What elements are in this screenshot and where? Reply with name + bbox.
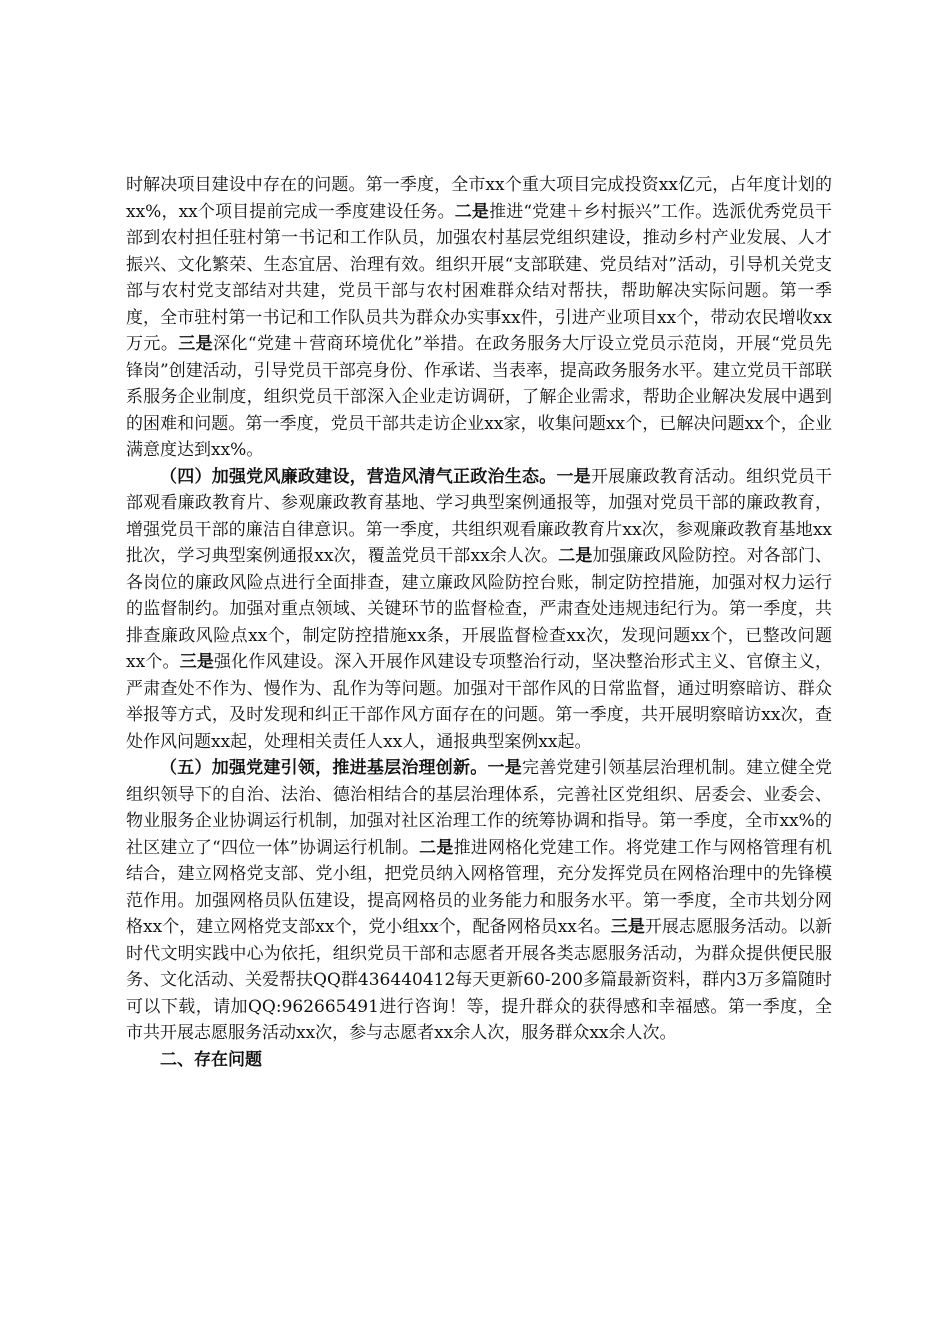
- text-run: 完善党建引领基层治理机制。建立健全党组织领导下的自治、法治、德治相结合的基层治理体系，完善社区党组织、居委会、业委会、物业服务企业协调运行机制，加强对社区治理工作的统筹协调和指导。第一季度，全市xx%的社区建立了“四位一体”协调运行机制。: [126, 758, 833, 858]
- text-run: 开展志愿服务活动。以新时代文明实践中心为依托，组织党员干部和志愿者开展各类志愿服务活动，为群众提供便民服务、文化活动、关爱帮扶QQ群436440412每天更新60-200多篇最新资料，群内3万多篇随时可以下载，请加QQ:962665491进行咨询！等，提升群众的获得感和幸福感。第一季度，全市共开展志愿服务活动xx次，参与志愿者xx余人次，服务群众xx余人次。: [126, 917, 832, 1043]
- bold-run: 三是: [178, 334, 214, 354]
- bold-run: 二是: [419, 837, 454, 858]
- paragraph-section-5: [126, 755, 832, 1047]
- subsection-heading: （五）加强党建引领，推进基层治理创新。: [160, 758, 488, 778]
- text-run: 开展廉政教育活动。组织党员干部观看廉政教育片、参观廉政教育基地、学习典型案例通报等，加强对党员干部的廉政教育，增强党员干部的廉洁自律意识。第一季度，共组织观看廉政教育片xx次，参观廉政教育基地xx批次，学习典型案例通报xx次，覆盖党员干部xx余人次。: [126, 466, 833, 566]
- text-run: 深化“党建＋营商环境优化”举措。在政务服务大厅设立党员示范岗，开展“党员先锋岗”创建活动，引导党员干部亮身份、作承诺、当表率，提高政务服务水平。建立党员干部联系服务企业制度，组织党员干部深入企业走访调研，了解企业需求，帮助企业解决发展中遇到的困难和问题。第一季度，党员干部共走访企业xx家，收集问题xx个，已解决问题xx个，企业满意度达到xx%。: [126, 334, 833, 460]
- bold-run: 二是: [454, 201, 490, 222]
- bold-run: 二是: [558, 546, 593, 566]
- paragraph-section-4: [126, 464, 832, 756]
- text-run: 时解决项目建设中存在的问题。第一季度，全市xx个重大项目完成投资xx亿元，占年度计划的xx%，xx个项目提前完成一季度建设任务。: [126, 175, 832, 222]
- document-page: [126, 172, 832, 1073]
- text-run: 推进网格化党建工作。将党建工作与网格管理有机结合，建立网格党支部、党小组，把党员纳入网格管理，充分发挥党员在网格治理中的先锋模范作用。加强网格员队伍建设，提高网格员的业务能力和服务水平。第一季度，全市共划分网格xx个，建立网格党支部xx个，党小组xx个，配备网格员xx名。: [126, 837, 833, 937]
- bold-run: 一是: [487, 758, 522, 778]
- bold-run: 一是: [556, 466, 591, 487]
- bold-run: 三是: [610, 917, 645, 937]
- section-heading: 二、存在问题: [160, 1049, 262, 1070]
- paragraph-continuation: [126, 172, 832, 464]
- bold-run: 三是: [179, 652, 215, 672]
- subsection-heading: （四）加强党风廉政建设，营造风清气正政治生态。: [160, 466, 557, 487]
- text-run: 强化作风建设。深入开展作风建设专项整治行动，坚决整治形式主义、官僚主义，严肃查处不作为、慢作为、乱作为等问题。加强对干部作风的日常监督，通过明察暗访、群众举报等方式，及时发现和纠正干部作风方面存在的问题。第一季度，共开展明察暗访xx次，查处作风问题xx起，处理相关责任人xx人，通报典型案例xx起。: [126, 652, 832, 752]
- text-run: 推进“党建＋乡村振兴”工作。选派优秀党员干部到农村担任驻村第一书记和工作队员，加强农村基层党组织建设，推动乡村产业发展、人才振兴、文化繁荣、生态宜居、治理有效。组织开展“支部联建、党员结对”活动，引导机关党支部与农村党支部结对共建，党员干部与农村困难群众结对帮扶，帮助解决实际问题。第一季度，全市驻村第一书记和工作队员共为群众办实事xx件，引进产业项目xx个，带动农民增收xx万元。: [126, 201, 832, 354]
- text-run: 加强廉政风险防控。对各部门、各岗位的廉政风险点进行全面排查，建立廉政风险防控台账，制定防控措施，加强对权力运行的监督制约。加强对重点领域、关键环节的监督检查，严肃查处违规违纪行为。第一季度，共排查廉政风险点xx个，制定防控措施xx条，开展监督检查xx次，发现问题xx个，已整改问题xx个。: [126, 546, 832, 672]
